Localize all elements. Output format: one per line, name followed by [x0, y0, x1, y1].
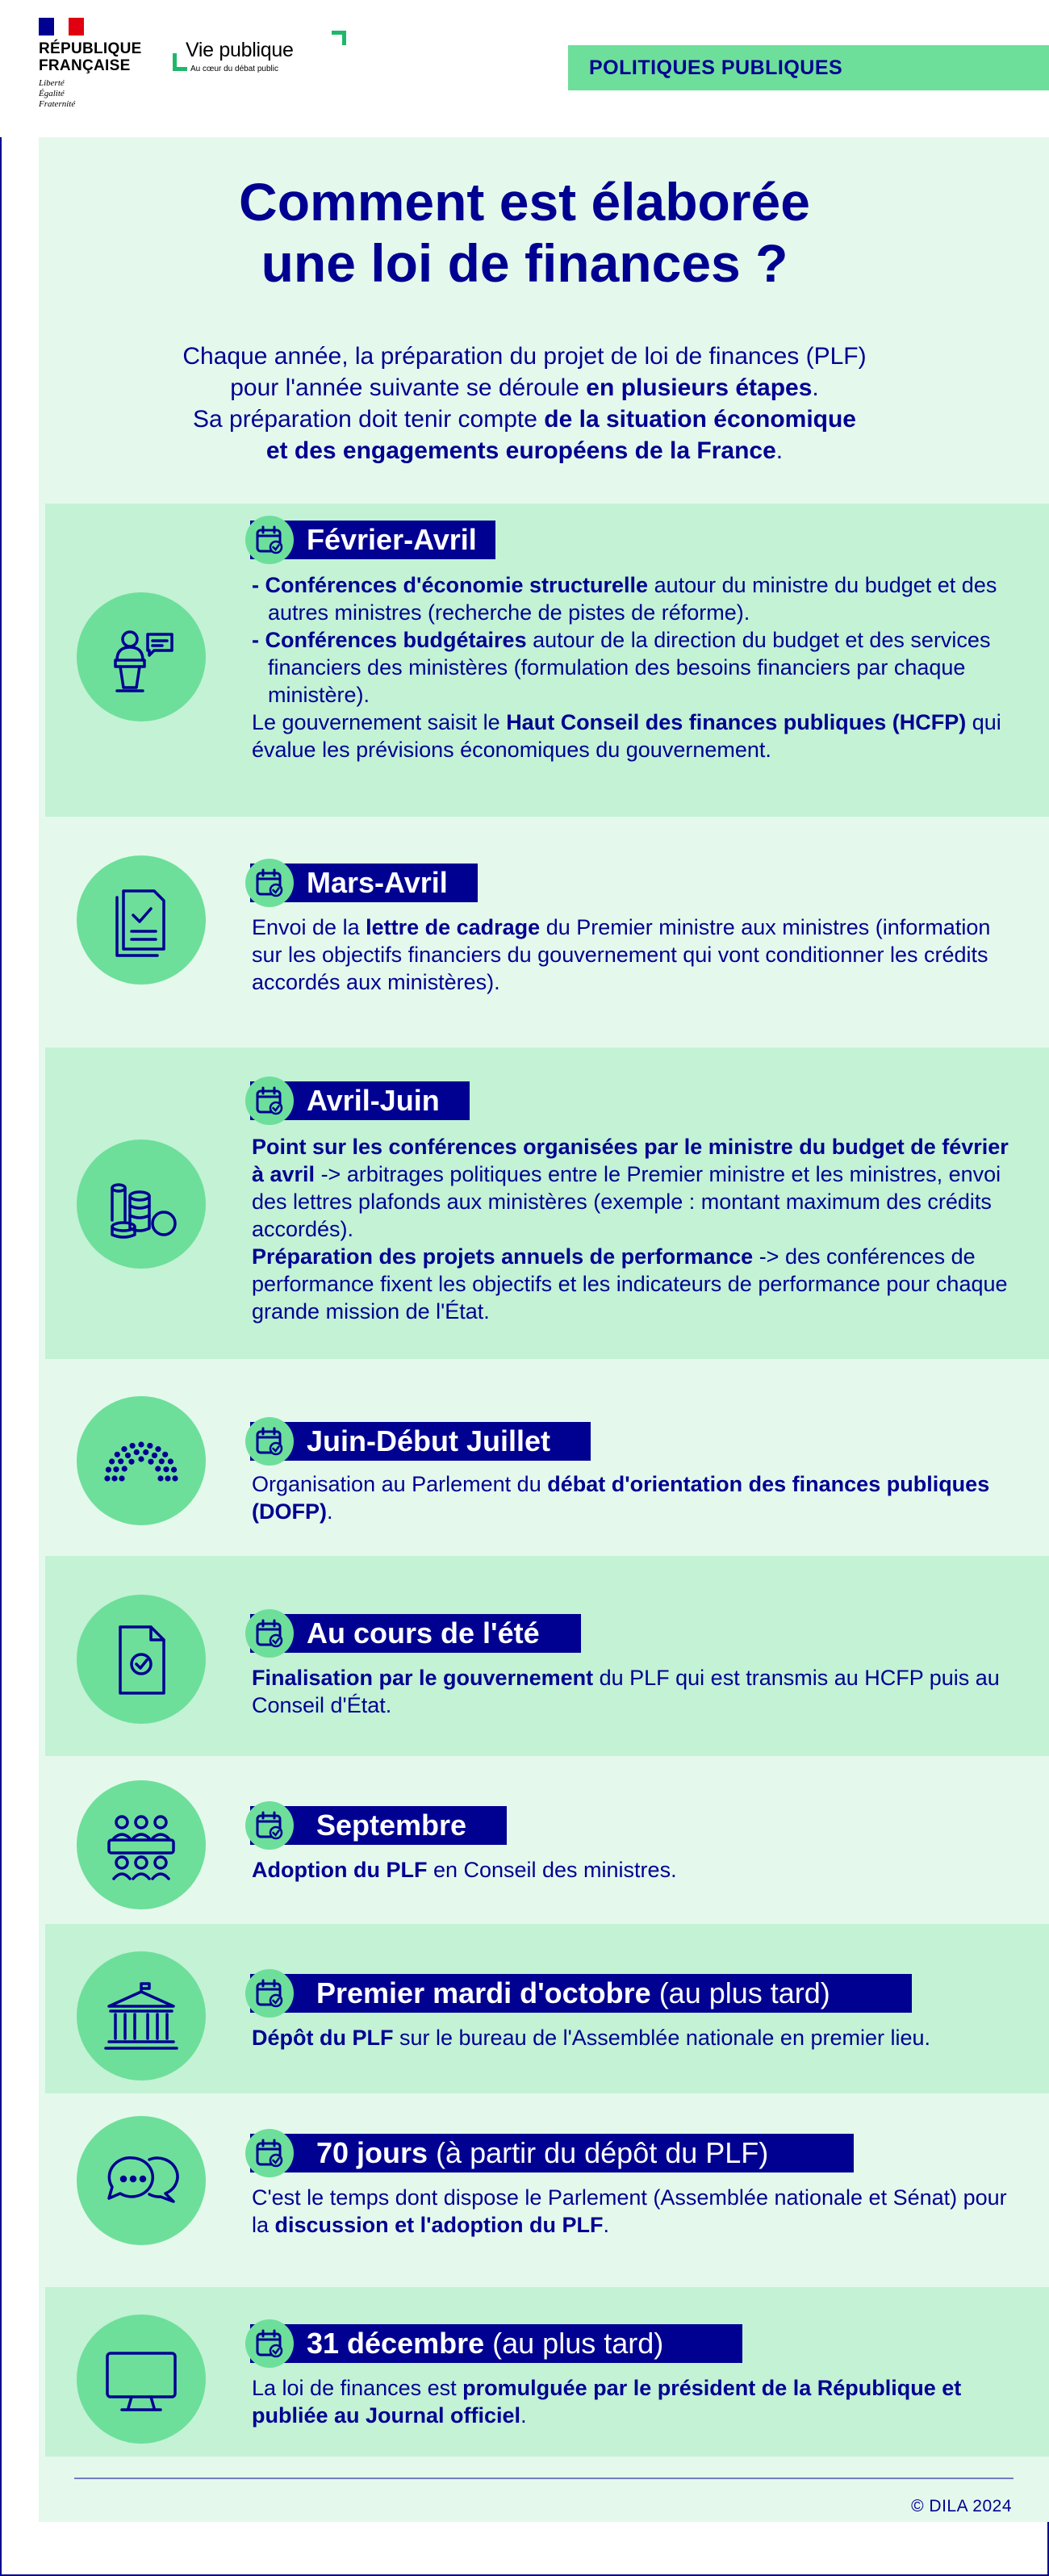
documents-check-icon: [77, 855, 206, 985]
french-flag-icon: [39, 18, 84, 36]
council-meeting-icon: [77, 1780, 206, 1909]
stage-head-7: Premier mardi d'octobre (au plus tard): [250, 1974, 912, 2013]
computer-monitor-icon: [77, 2315, 206, 2444]
stage-body-3: Point sur les conférences organisées par le ministre du budget de février à avril -> arbitrages politiques entre le Premier ministre et les ministres, envoi des lettres plafonds aux ministères (exemple : montant maximum des crédits accordés). Préparation des projets annuels de performance -> des conférences de performance fixent les objectifs et les indicateurs de performance pour chaque grande mission de l'État.: [252, 1135, 1009, 1324]
calendar-check-icon: [245, 859, 294, 907]
calendar-check-icon: [245, 1969, 294, 2018]
rf-name: RÉPUBLIQUE FRANÇAISE: [39, 40, 142, 74]
stage-body-2: Envoi de la lettre de cadrage du Premier ministre aux ministres (information sur les objectifs financiers du gouvernement qui vont conditionner les crédits accordés aux ministères).: [252, 915, 991, 994]
coins-icon: [77, 1140, 206, 1269]
calendar-check-icon: [245, 1801, 294, 1850]
calendar-check-icon: [245, 1609, 294, 1658]
stage-head-6: Septembre: [250, 1806, 507, 1845]
stage-body-9: La loi de finances est promulguée par le président de la République et publiée au Journal officiel.: [252, 2376, 962, 2428]
calendar-check-icon: [245, 2319, 294, 2368]
stage-head-5: Au cours de l'été: [250, 1614, 581, 1653]
stage-head-2: Mars-Avril: [250, 864, 478, 902]
stage-head-1: Février-Avril: [250, 521, 495, 559]
republique-francaise-logo: [39, 18, 160, 110]
stage-body-8: C'est le temps dont dispose le Parlement (Assemblée nationale et Sénat) pour la discussion et l'adoption du PLF.: [252, 2185, 1007, 2237]
intro-text: Chaque année, la préparation du projet de loi de finances (PLF) pour l'année suivante se déroule en plusieurs étapes. Sa préparation doit tenir compte de la situation économique et des engagements européens de la France.: [182, 343, 867, 464]
stage-body-7: Dépôt du PLF sur le bureau de l'Assemblée nationale en premier lieu.: [252, 2026, 931, 2050]
speaker-podium-icon: [77, 592, 206, 721]
stage-body-4: Organisation au Parlement du débat d'orientation des finances publiques (DOFP).: [252, 1472, 990, 1524]
header: [0, 0, 1049, 137]
calendar-check-icon: [245, 2129, 294, 2177]
calendar-check-icon: [245, 516, 294, 564]
stage-head-4: Juin-Début Juillet: [250, 1422, 591, 1461]
stage-head-9: 31 décembre (au plus tard): [250, 2324, 742, 2363]
hemicycle-icon: [77, 1396, 206, 1525]
rf-motto: Liberté Égalité Fraternité: [39, 78, 76, 109]
calendar-check-icon: [245, 1417, 294, 1466]
category-banner: [568, 45, 1049, 90]
stage-head-8: 70 jours (à partir du dépôt du PLF): [250, 2134, 854, 2172]
discussion-bubbles-icon: [77, 2116, 206, 2245]
stage-head-3: Avril-Juin: [250, 1081, 470, 1120]
document-validated-icon: [77, 1595, 206, 1724]
footer-divider: [74, 2478, 1013, 2479]
vp-tagline: Au cœur du débat public: [190, 65, 278, 73]
national-assembly-icon: [77, 1951, 206, 2080]
stage-body-6: Adoption du PLF en Conseil des ministres.: [252, 1858, 677, 1882]
stage-body-1: - Conférences d'économie structurelle autour du ministre du budget et des autres ministres (recherche de pistes de réforme). - Conférences budgétaires autour de la direction du budget et des services financiers des ministères (formulation des besoins financiers par chaque ministère). Le gouvernement saisit le Haut Conseil des finances publiques (HCFP) qui évalue les prévisions économiques du gouvernement.: [252, 573, 1001, 762]
calendar-check-icon: [245, 1077, 294, 1125]
vp-name: Vie publique: [186, 39, 294, 61]
page-title: Comment est élaborée une loi de finances ?: [239, 172, 810, 293]
stage-body-5: Finalisation par le gouvernement du PLF qui est transmis au HCFP puis au Conseil d'État.: [252, 1666, 1000, 1717]
copyright: © DILA 2024: [911, 2497, 1012, 2515]
category-label: POLITIQUES PUBLIQUES: [589, 56, 843, 79]
vie-publique-logo: [173, 31, 346, 81]
